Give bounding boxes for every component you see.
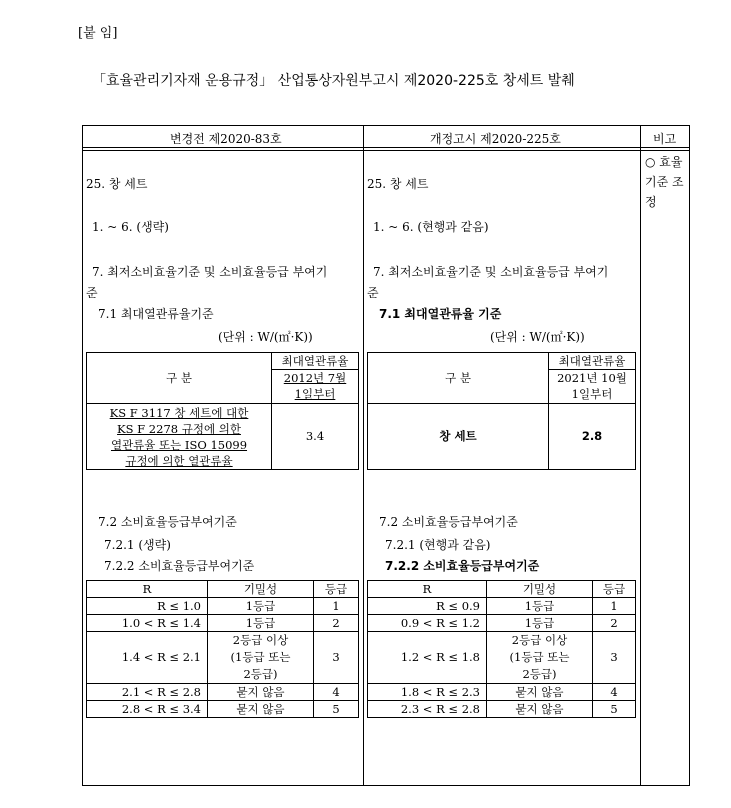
- table-row: 1.0 < R ≤ 1.4 1등급 2: [87, 615, 359, 632]
- effective-date: 2021년 10월: [549, 370, 636, 387]
- table-row: 1.8 < R ≤ 2.3 묻지 않음 4: [368, 684, 636, 701]
- max-u-value: 2.8: [549, 404, 636, 470]
- section-1-6-before: 1. ~ 6. (생략): [92, 220, 169, 234]
- table-row: 0.9 < R ≤ 1.2 1등급 2: [368, 615, 636, 632]
- grade-header-r: R: [87, 581, 208, 598]
- section-1-6-after: 1. ~ 6. (현행과 같음): [373, 220, 489, 234]
- table-row: R ≤ 1.0 1등급 1: [87, 598, 359, 615]
- grade-header-airtight: 기밀성: [487, 581, 593, 598]
- header-divider: [82, 150, 690, 151]
- grade-header-airtight: 기밀성: [208, 581, 314, 598]
- table-row: 1.4 < R ≤ 2.1 2등급 이상 (1등급 또는 2등급) 3: [87, 632, 359, 684]
- column-divider: [363, 125, 364, 786]
- column-divider: [640, 125, 641, 786]
- column-header-remarks: 비고: [653, 132, 677, 146]
- measurement-desc: KS F 3117 창 세트에 대한 KS F 2278 규정에 의한 열관류율 또는 ISO 15099 규정에 의한 열관류율: [87, 404, 272, 470]
- max-u-value-table-after: [367, 352, 636, 470]
- section-7-2-1-before: 7.2.1 (생략): [104, 538, 171, 552]
- document-heading: 「효율관리기자재 운용규정」 산업통상자원부고시 제2020-225호 창세트 발췌: [92, 73, 575, 89]
- grade-table-before: [86, 580, 359, 718]
- grade-header-grade: 등급: [593, 581, 636, 598]
- section-7-2-before: 7.2 소비효율등급부여기준: [98, 515, 237, 529]
- section-25-after: 25. 창 세트: [367, 177, 429, 191]
- section-7-after: 7. 최저소비효율기준 및 소비효율등급 부여기: [373, 265, 609, 279]
- column-header-before: 변경전 제2020-83호: [170, 132, 282, 146]
- section-25-before: 25. 창 세트: [86, 177, 148, 191]
- section-7-1-after: 7.1 최대열관류율 기준: [379, 307, 502, 321]
- section-7-after-cont: 준: [367, 286, 379, 300]
- product-category: 창 세트: [368, 404, 549, 470]
- max-u-value: 3.4: [272, 404, 359, 470]
- table-row: 2.3 < R ≤ 2.8 묻지 않음 5: [368, 701, 636, 718]
- max-u-header: 최대열관류율: [272, 353, 359, 370]
- grade-header-r: R: [368, 581, 487, 598]
- section-7-2-2-before: 7.2.2 소비효율등급부여기준: [104, 559, 255, 573]
- effective-date-cont: 1일부터: [549, 387, 636, 404]
- section-7-2-after: 7.2 소비효율등급부여기준: [379, 515, 518, 529]
- table-row: 2.8 < R ≤ 3.4 묻지 않음 5: [87, 701, 359, 718]
- gubun-header: 구 분: [87, 353, 272, 404]
- table-row: R ≤ 0.9 1등급 1: [368, 598, 636, 615]
- gubun-header: 구 분: [368, 353, 549, 404]
- table-row: 1.2 < R ≤ 1.8 2등급 이상 (1등급 또는 2등급) 3: [368, 632, 636, 684]
- unit-before: (단위 : W/(㎡·K)): [218, 330, 313, 344]
- unit-after: (단위 : W/(㎡·K)): [490, 330, 585, 344]
- header-divider: [82, 147, 690, 148]
- max-u-value-table-before: [86, 352, 359, 470]
- grade-header-grade: 등급: [314, 581, 359, 598]
- section-7-2-1-after: 7.2.1 (현행과 같음): [385, 538, 491, 552]
- max-u-header: 최대열관류율: [549, 353, 636, 370]
- remarks-text: ○ 효율기준 조정: [645, 155, 684, 209]
- column-header-after: 개정고시 제2020-225호: [430, 132, 561, 146]
- attachment-label: [붙 임]: [78, 26, 118, 41]
- section-7-before-cont: 준: [86, 286, 98, 300]
- section-7-1-before: 7.1 최대열관류율기준: [98, 307, 214, 321]
- table-row: 2.1 < R ≤ 2.8 묻지 않음 4: [87, 684, 359, 701]
- effective-date-cont: 1일부터: [272, 387, 359, 404]
- section-7-2-2-after: 7.2.2 소비효율등급부여기준: [385, 559, 540, 573]
- grade-table-after: [367, 580, 636, 718]
- section-7-before: 7. 최저소비효율기준 및 소비효율등급 부여기: [92, 265, 328, 279]
- effective-date: 2012년 7월: [272, 370, 359, 387]
